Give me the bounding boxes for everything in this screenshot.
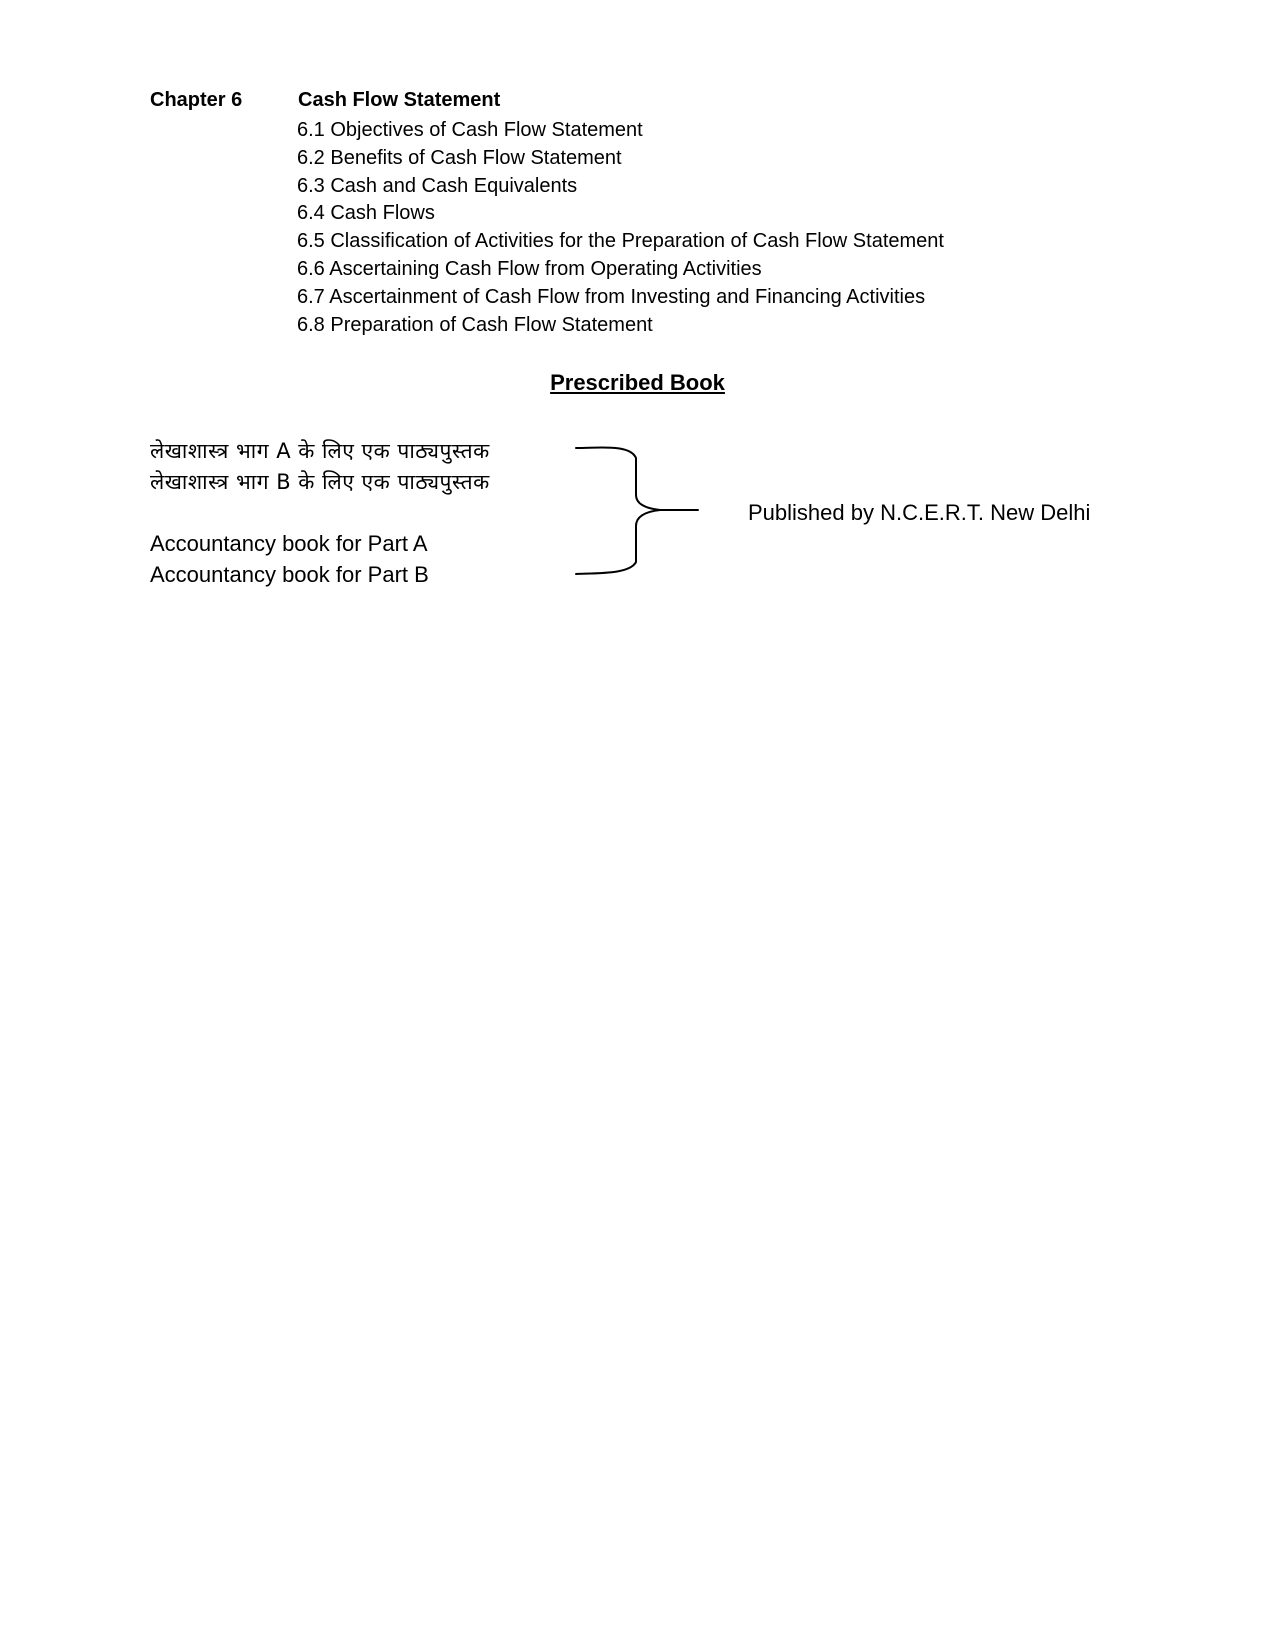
prescribed-book-heading — [0, 370, 1275, 396]
topic-item: 6.3 Cash and Cash Equivalents — [297, 174, 578, 197]
book-title-hindi-a: लेखाशास्त्र भाग A के लिए एक पाठ्यपुस्तक — [150, 439, 490, 463]
publisher-text: Published by N.C.E.R.T. New Delhi — [748, 500, 1091, 525]
topic-item: 6.1 Objectives of Cash Flow Statement — [297, 119, 643, 141]
book-title-hindi-b: लेखाशास्त्र भाग B के लिए एक पाठ्यपुस्तक — [150, 470, 490, 494]
chapter-title: Cash Flow Statement — [298, 89, 501, 111]
topic-list — [297, 117, 944, 339]
prescribed-book-heading-text: Prescribed Book — [550, 370, 725, 395]
curly-brace-icon — [570, 440, 710, 580]
topic-item: 6.8 Preparation of Cash Flow Statement — [297, 313, 653, 336]
topic-item: 6.4 Cash Flows — [297, 202, 435, 225]
chapter-number: Chapter 6 — [150, 89, 243, 111]
topic-item: 6.5 Classification of Activities for the Preparation of Cash Flow Statement — [297, 230, 944, 253]
book-title-english-a: Accountancy book for Part A — [150, 531, 428, 556]
book-title-english-b: Accountancy book for Part B — [150, 562, 429, 587]
topic-item: 6.2 Benefits of Cash Flow Statement — [297, 146, 622, 169]
topic-item: 6.6 Ascertaining Cash Flow from Operating Activities — [297, 257, 762, 280]
topic-item: 6.7 Ascertainment of Cash Flow from Investing and Financing Activities — [297, 285, 926, 308]
